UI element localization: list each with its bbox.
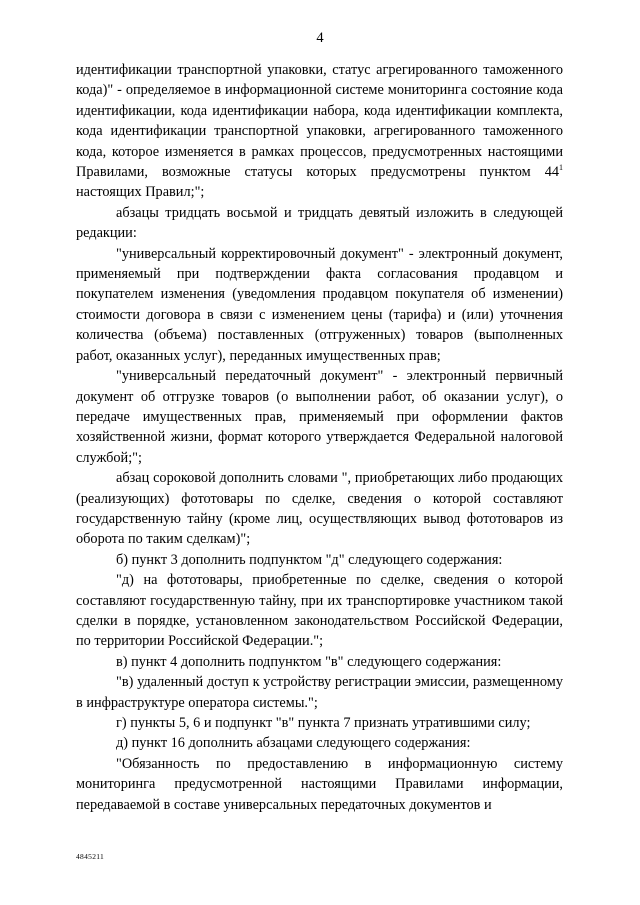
paragraph: абзацы тридцать восьмой и тридцать девятый изложить в следующей редакции: (76, 204, 563, 242)
paragraph: "универсальный корректировочный документ" - электронный документ, применяемый при подтверждении факта согласования продавцом и покупателем изменения (уведомления продавцом покупателя об изменении) стоимости договора в связи с изменением цены (тарифа) и (или) уточнения количества (объема) поставленных (отгруженных) товаров (выполненных работ, оказанных услуг), переданных имущественных прав; (76, 245, 563, 364)
paragraph: "в) удаленный доступ к устройству регистрации эмиссии, размещенному в инфраструктуре оператора системы."; (76, 674, 563, 711)
document-id: 4845211 (76, 852, 105, 861)
paragraph: абзац сороковой дополнить словами ", приобретающих либо продающих (реализующих) фототовары по сделке, сведения о которой составляют государственную тайну (кроме лиц, осуществляющих вывод фототоваров из оборота по таким сделкам)"; (76, 470, 563, 548)
paragraph-text: идентификации транспортной упаковки, статус агрегированного таможенного кода)" - определяемое в информационной системе мониторинга состояние кода идентификации, кода идентификации набора, кода идентификации комплекта, кода идентификации транспортной упаковки, агрегированного таможенного кода, которое изменяется в рамках процессов, предусмотренных настоящими Правилами, возможные статусы которых предусмотрены пунктом 44 (76, 62, 563, 181)
paragraph: "д) на фототовары, приобретенные по сделке, сведения о которой составляют государственную тайну, при их транспортировке участником такой сделки в порядке, установленном законодательством Российской Федерации, по территории Российской Федерации."; (76, 572, 563, 650)
document-body (76, 60, 563, 815)
paragraph: г) пункты 5, 6 и подпункт "в" пункта 7 признать утратившими силу; (116, 715, 531, 731)
paragraph-tail: настоящих Правил;"; (76, 184, 205, 201)
footnote-superscript: 1 (559, 163, 563, 173)
paragraph: "Обязанность по предоставлению в информационную систему мониторинга предусмотренной настоящими Правилами информации, передаваемой в составе универсальных передаточных документов и (76, 755, 563, 813)
paragraph: в) пункт 4 дополнить подпунктом "в" следующего содержания: (116, 653, 502, 670)
paragraph: б) пункт 3 дополнить подпунктом "д" следующего содержания: (116, 551, 503, 568)
paragraph: д) пункт 16 дополнить абзацами следующего содержания: (116, 735, 471, 752)
paragraph: "универсальный передаточный документ" - электронный первичный документ об отгрузке товаров (о выполнении работ, об оказании услуг), о передаче имущественных прав, применяемый при оформлении фактов хозяйственной жизни, формат которого утверждается Федеральной налоговой службой;"; (76, 368, 563, 466)
page-number: 4 (316, 30, 324, 46)
paragraph-continuation (76, 60, 563, 203)
